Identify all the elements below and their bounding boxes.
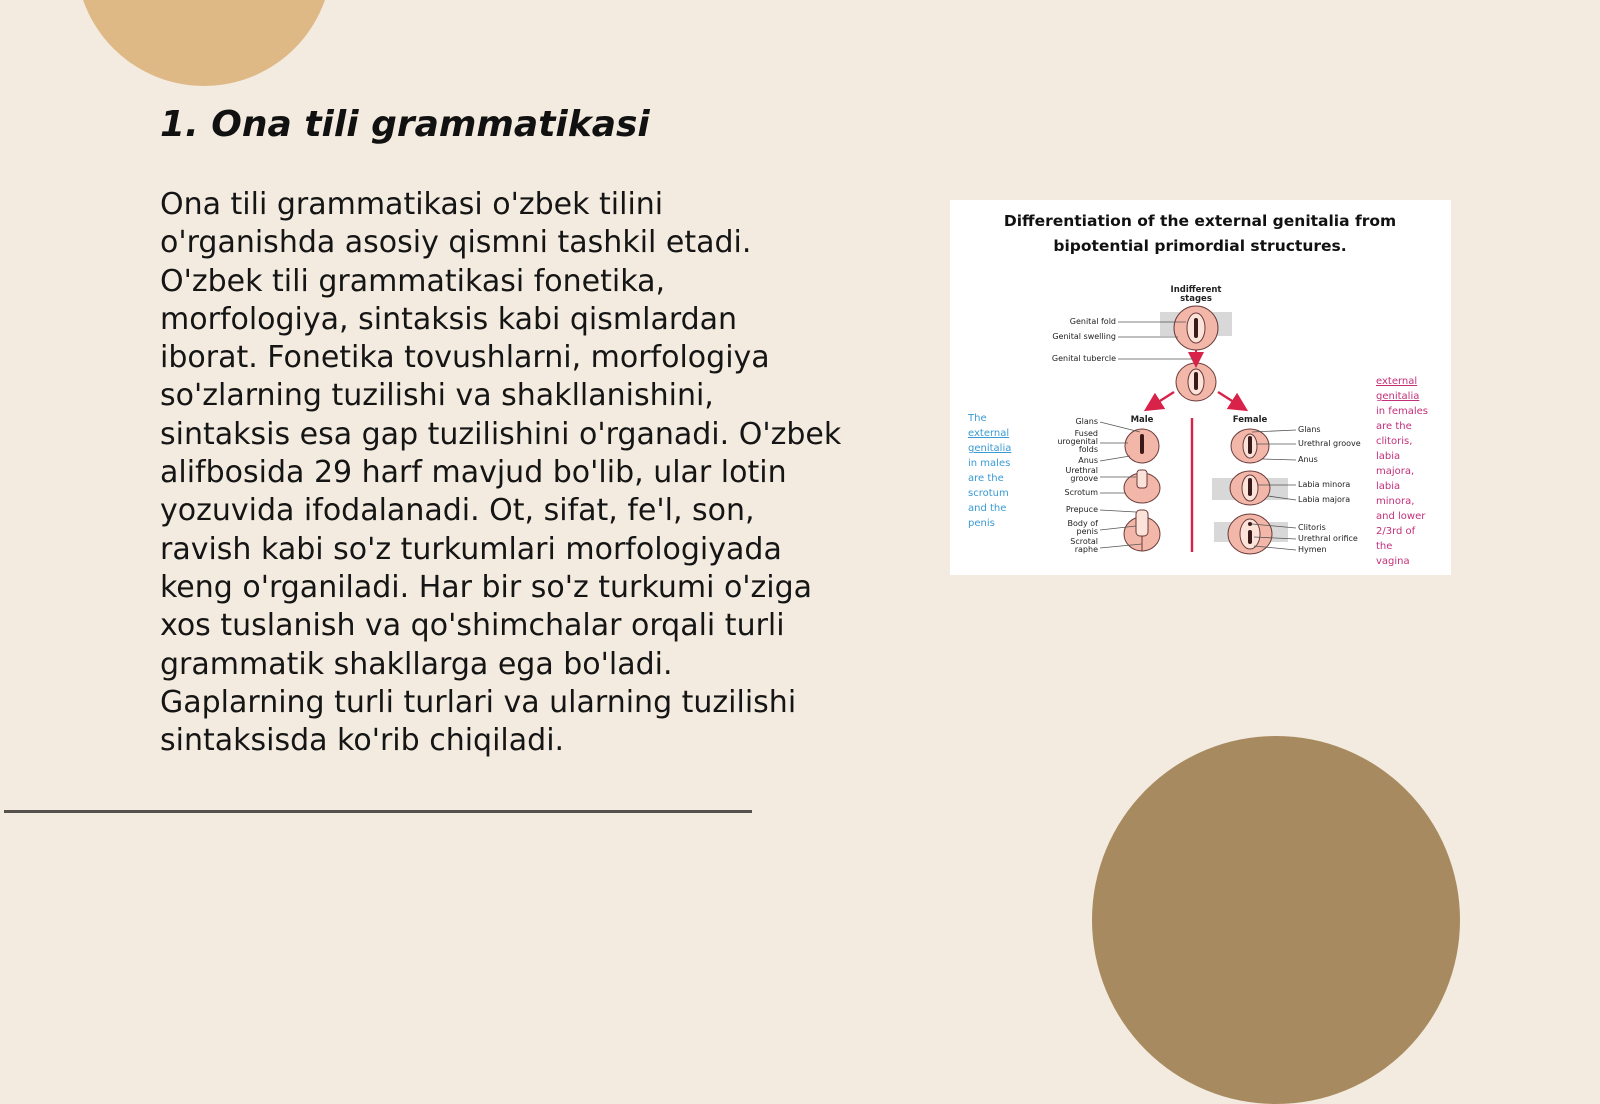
female-note-line: the — [1376, 541, 1393, 552]
horizontal-divider — [4, 810, 752, 813]
male-label-glans: Glans — [1075, 417, 1098, 426]
figure-title-line-1: Differentiation of the external genitalia from — [1003, 212, 1397, 230]
male-label-raphe-2: raphe — [1074, 545, 1098, 554]
female-note — [1376, 376, 1428, 567]
female-organ-1 — [1231, 429, 1269, 463]
male-organ-2 — [1124, 470, 1160, 503]
male-note-line: scrotum — [968, 488, 1009, 499]
male-note-line: penis — [968, 518, 995, 529]
female-note-line: in females — [1376, 406, 1428, 417]
body-line: alifbosida 29 harf mavjud bo'lib, ular lotin — [160, 455, 787, 491]
male-note-line: are the — [968, 473, 1004, 484]
female-note-line: vagina — [1376, 556, 1410, 567]
female-heading: Female — [1232, 415, 1268, 425]
indifferent-heading-2: stages — [1180, 294, 1212, 304]
body-line: O'zbek tili grammatikasi fonetika, — [160, 263, 665, 299]
male-label-urethral-2: groove — [1070, 474, 1098, 483]
decorative-circle-bottom — [1092, 736, 1460, 1104]
body-line: iborat. Fonetika tovushlarni, morfologiya — [160, 340, 770, 376]
female-label-urethral-groove: Urethral groove — [1298, 439, 1361, 448]
diagram-svg — [950, 200, 1451, 575]
body-line: o'rganishda asosiy qismni tashkil etadi. — [160, 225, 752, 261]
body-line: morfologiya, sintaksis kabi qismlardan — [160, 301, 738, 337]
female-note-line: labia — [1376, 481, 1401, 492]
male-label-fused-3: folds — [1078, 445, 1098, 454]
label-genital-fold: Genital fold — [1069, 317, 1116, 326]
indifferent-stage-organ-1 — [1160, 306, 1232, 350]
male-organ-1 — [1125, 429, 1159, 463]
male-label-body-1: Body of — [1067, 519, 1098, 528]
female-note-line: genitalia — [1376, 391, 1420, 402]
body-line: ravish kabi so'z turkumlari morfologiyada — [160, 531, 782, 567]
male-note — [967, 413, 1011, 529]
male-note-line: external — [968, 428, 1010, 439]
slide-title: 1. Ona tili grammatikasi — [160, 104, 650, 145]
female-label-glans: Glans — [1298, 425, 1321, 434]
female-label-hymen: Hymen — [1298, 545, 1327, 554]
female-label-urethral-orifice: Urethral orifice — [1298, 534, 1358, 543]
female-label-labia-majora: Labia majora — [1298, 495, 1351, 504]
male-note-line: The — [968, 413, 987, 424]
figure-title-line-2: bipotential primordial structures. — [1053, 237, 1347, 255]
female-organ-2 — [1212, 471, 1288, 505]
body-line: so'zlarning tuzilishi va shakllanishini, — [160, 378, 714, 414]
body-line: Gaplarning turli turlari va ularning tuzilishi — [160, 684, 797, 720]
male-note-line: in males — [968, 458, 1011, 469]
female-note-line: clitoris, — [1376, 436, 1413, 447]
male-label-scrotum: Scrotum — [1064, 488, 1098, 497]
male-label-urethral-1: Urethral — [1065, 466, 1098, 475]
female-note-line: 2/3rd of — [1376, 526, 1416, 537]
body-line: xos tuslanish va qo'shimchalar orqali turli — [160, 608, 785, 644]
body-line: sintaksis esa gap tuzilishini o'rganadi. O'zbek — [160, 416, 842, 452]
slide-body-text — [160, 186, 850, 760]
female-note-line: minora, — [1376, 496, 1415, 507]
indifferent-stage-organ-2 — [1176, 363, 1216, 401]
female-note-line: and lower — [1376, 511, 1426, 522]
female-note-line: are the — [1376, 421, 1412, 432]
male-label-prepuce: Prepuce — [1065, 505, 1098, 514]
male-label-fused-2: urogenital — [1057, 437, 1098, 446]
body-line: yozuvida ifodalanadi. Ot, sifat, fe'l, son, — [160, 493, 755, 529]
body-line: keng o'rganiladi. Har bir so'z turkumi o'ziga — [160, 569, 813, 605]
female-label-labia-minora: Labia minora — [1298, 480, 1351, 489]
decorative-circle-top — [76, 0, 332, 86]
body-line: Ona tili grammatikasi o'zbek tilini — [160, 187, 664, 222]
female-note-line: external — [1376, 376, 1418, 387]
female-note-line: majora, — [1376, 466, 1415, 477]
female-label-clitoris: Clitoris — [1298, 523, 1326, 532]
label-genital-swelling: Genital swelling — [1052, 332, 1116, 341]
male-note-line: and the — [968, 503, 1007, 514]
male-note-line: genitalia — [968, 443, 1012, 454]
label-genital-tubercle: Genital tubercle — [1051, 354, 1116, 363]
male-label-raphe-1: Scrotal — [1070, 537, 1098, 546]
genitalia-diagram-figure — [950, 200, 1451, 575]
body-line: grammatik shakllarga ega bo'ladi. — [160, 646, 673, 682]
male-label-anus: Anus — [1078, 456, 1098, 465]
male-heading: Male — [1130, 415, 1154, 425]
male-label-fused-1: Fused — [1074, 429, 1098, 438]
indifferent-heading-1: Indifferent — [1170, 285, 1222, 295]
male-label-body-2: penis — [1076, 527, 1098, 536]
body-line: sintaksisda ko'rib chiqiladi. — [160, 723, 565, 759]
female-note-line: labia — [1376, 451, 1401, 462]
female-label-anus: Anus — [1298, 455, 1318, 464]
